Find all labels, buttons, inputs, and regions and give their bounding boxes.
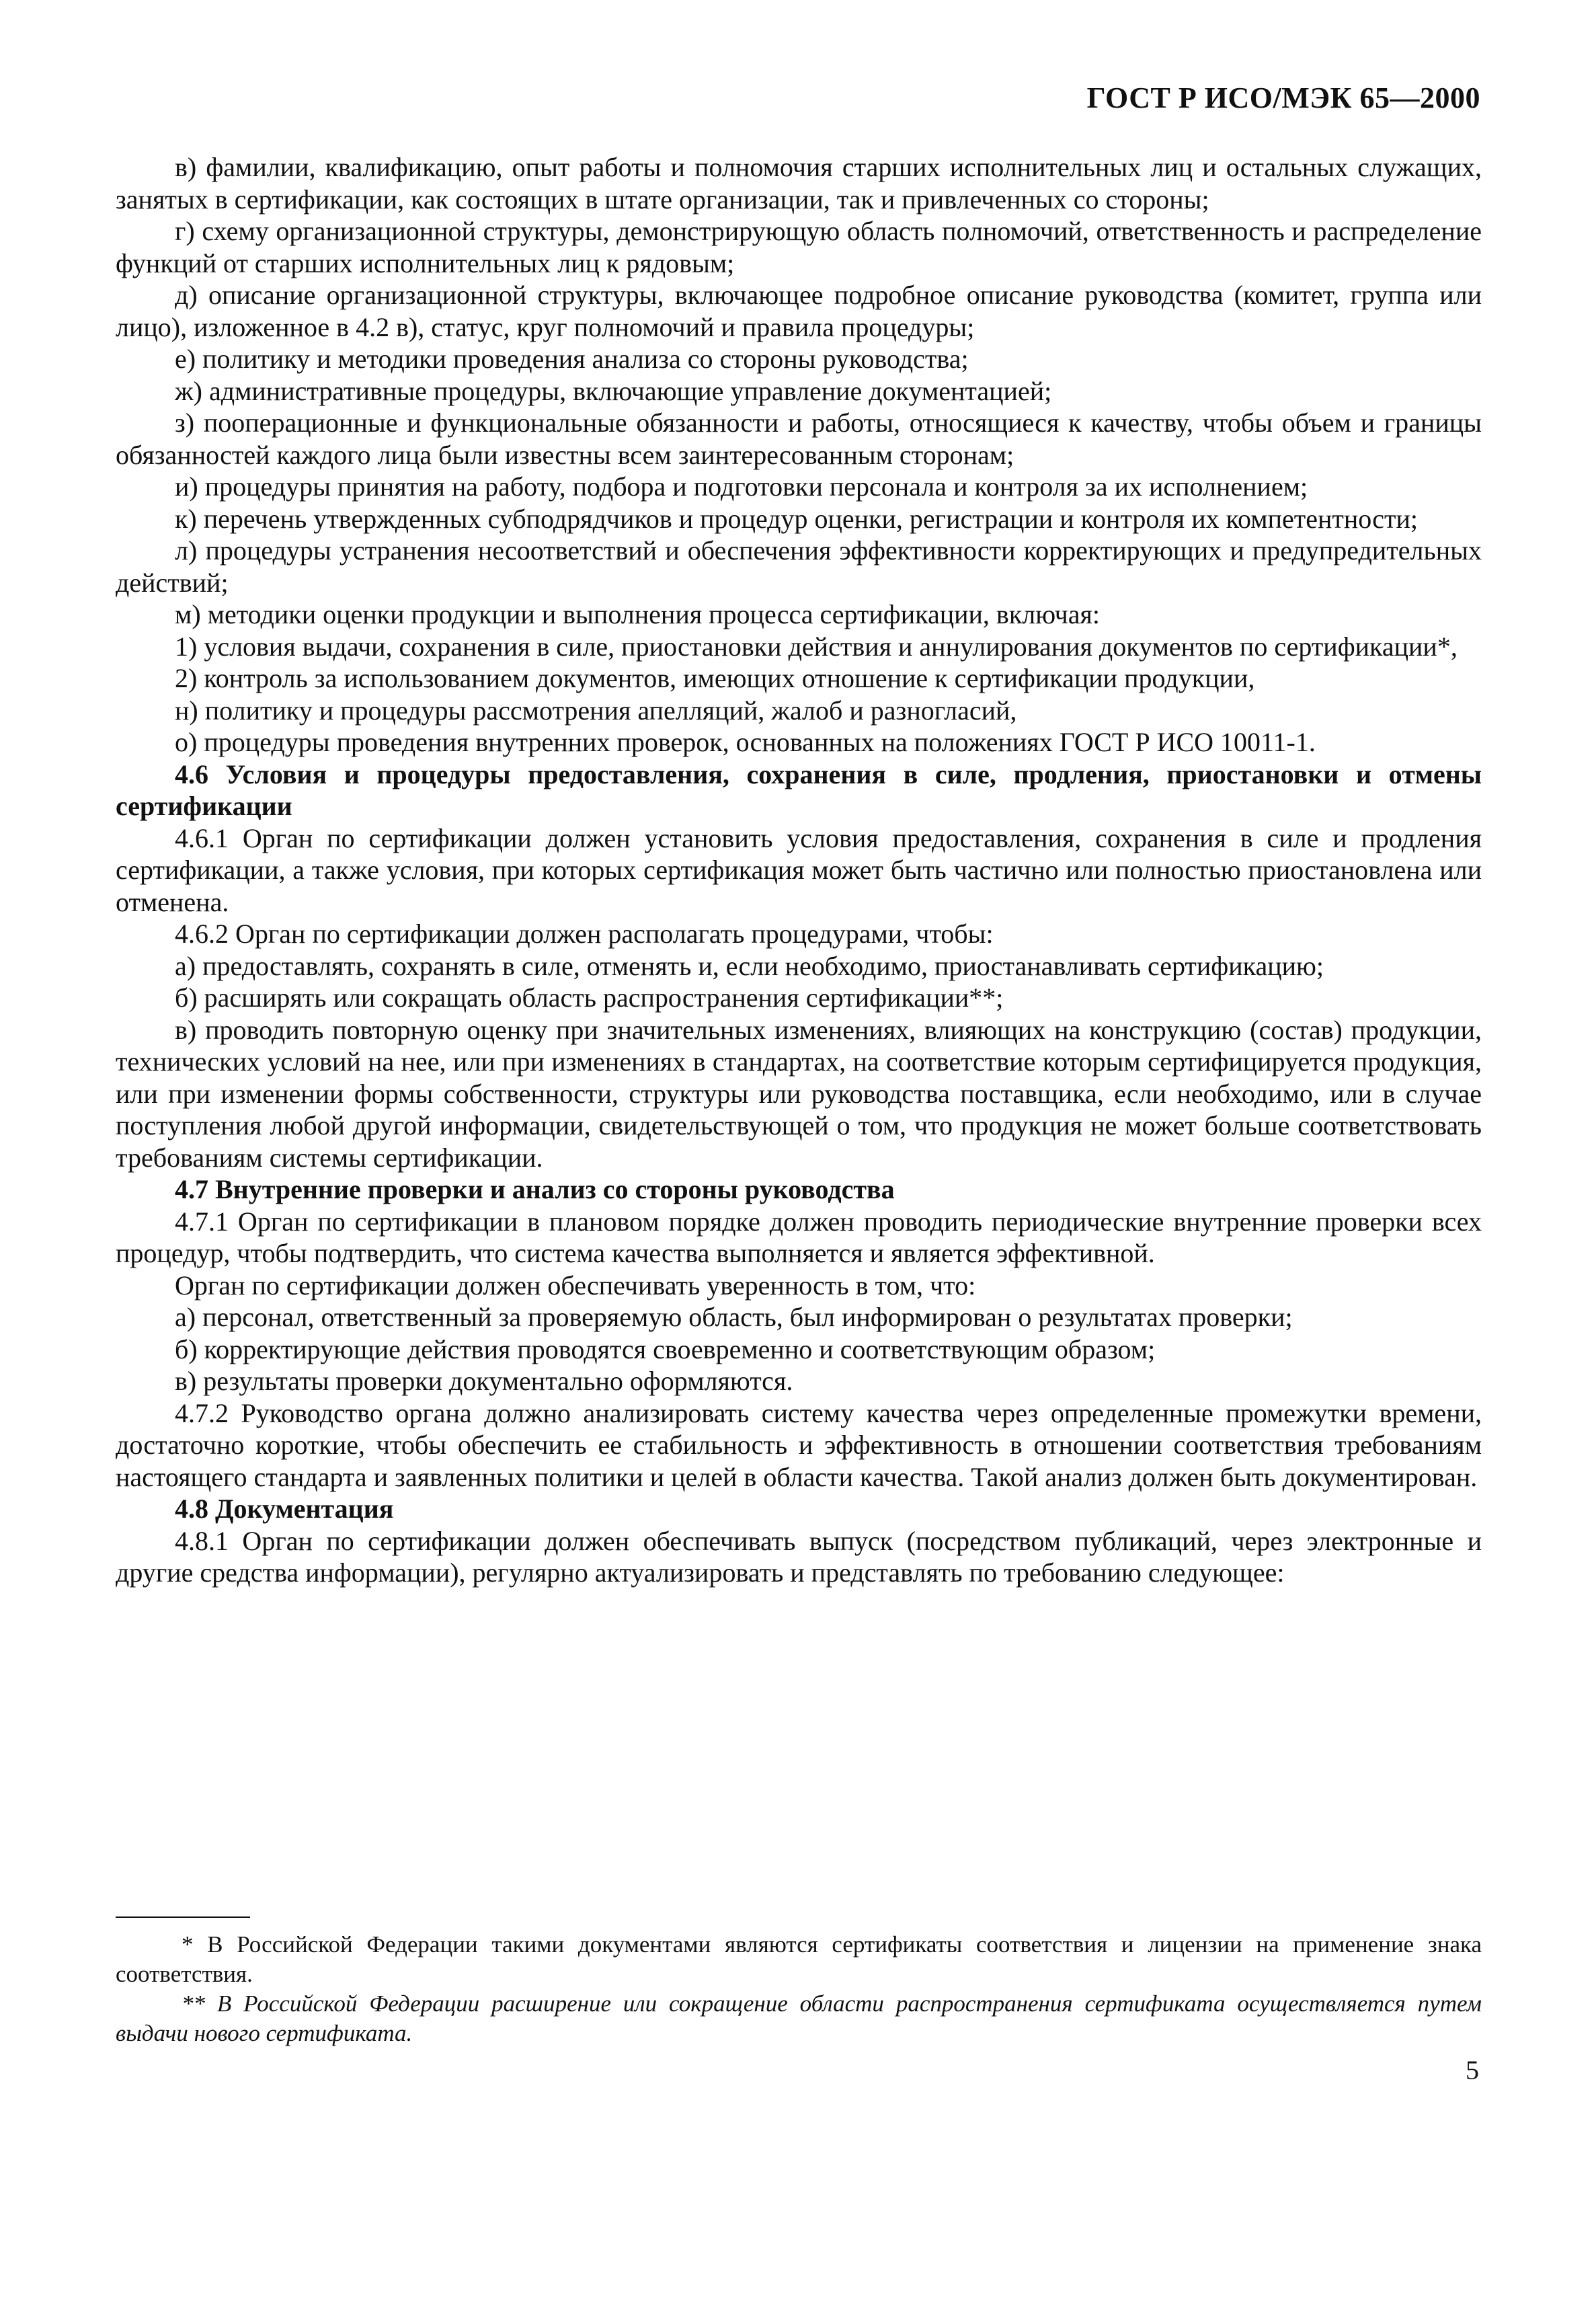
- paragraph: д) описание организационной структуры, включающее подробное описание руководства (комитет, группа или лицо), изложенное в 4.2 в), статус, круг полномочий и правила процедуры;: [116, 280, 1482, 342]
- paragraph: з) пооперационные и функциональные обязанности и работы, относящиеся к качеству, чтобы объем и границы обязанностей каждого лица были известны всем заинтересованным сторонам;: [116, 408, 1482, 470]
- paragraph: в) результаты проверки документально оформляются.: [175, 1366, 793, 1396]
- paragraph: 1) условия выдачи, сохранения в силе, приостановки действия и аннулирования документов по сертификации*,: [175, 631, 1458, 662]
- document-header: ГОСТ Р ИСО/МЭК 65—2000: [1086, 81, 1480, 114]
- footnote-divider: [116, 1916, 250, 1918]
- paragraph: б) корректирующие действия проводятся своевременно и соответствующим образом;: [175, 1333, 1156, 1364]
- page-number: 5: [1466, 2055, 1479, 2085]
- section-heading-4-6: 4.6 Условия и процедуры предоставления, сохранения в силе, продления, приостановки и отмены сертификации: [116, 759, 1482, 821]
- paragraph: в) проводить повторную оценку при значительных изменениях, влияющих на конструкцию (состав) продукции, технических условий на нее, или при изменениях в стандартах, на соответствие которым сертифицируется продукция, или при изменении формы собственности, структуры или руководства поставщика, если необходимо, или в случае поступления любой другой информации, свидетельствующей о том, что продукция не может больше соответствовать требованиям системы сертификации.: [116, 1014, 1482, 1173]
- paragraph: 4.6.2 Орган по сертификации должен располагать процедурами, чтобы:: [175, 919, 994, 949]
- main-text: [116, 151, 1482, 1589]
- paragraph: а) предоставлять, сохранять в силе, отменять и, если необходимо, приостанавливать сертификацию;: [175, 950, 1324, 981]
- footnote: * В Российской Федерации такими документами являются сертификаты соответствия и лицензии на применение знака соответствия.: [116, 1931, 1482, 1987]
- paragraph: 4.6.1 Орган по сертификации должен установить условия предоставления, сохранения в силе и продления сертификации, а также условия, при которых сертификация может быть частично или полностью приостановлена или отменена.: [116, 822, 1482, 917]
- paragraph: в) фамилии, квалификацию, опыт работы и полномочия старших исполнительных лиц и остальных служащих, занятых в сертификации, как состоящих в штате организации, так и привлеченных со стороны;: [116, 152, 1482, 215]
- section-heading-4-7: 4.7 Внутренние проверки и анализ со стороны руководства: [175, 1174, 895, 1204]
- paragraph: н) политику и процедуры рассмотрения апелляций, жалоб и разногласий,: [175, 695, 1017, 726]
- paragraph: м) методики оценки продукции и выполнения процесса сертификации, включая:: [175, 599, 1100, 629]
- paragraph: а) персонал, ответственный за проверяемую область, был информирован о результатах проверки;: [175, 1302, 1293, 1332]
- paragraph: 2) контроль за использованием документов, имеющих отношение к сертификации продукции,: [175, 663, 1255, 693]
- paragraph: Орган по сертификации должен обеспечивать уверенность в том, что:: [175, 1270, 976, 1301]
- paragraph: г) схему организационной структуры, демонстрирующую область полномочий, ответственность и распределение функций от старших исполнительных лиц к рядовым;: [116, 216, 1482, 278]
- paragraph: б) расширять или сокращать область распространения сертификации**;: [175, 982, 1004, 1013]
- footnotes: [116, 1930, 1482, 2048]
- footnote: ** В Российской Федерации расширение или сокращение области распространения сертификата осуществляется путем выдачи нового сертификата.: [116, 1990, 1482, 2046]
- paragraph: л) процедуры устранения несоответствий и обеспечения эффективности корректирующих и предупредительных действий;: [116, 535, 1482, 598]
- paragraph: ж) административные процедуры, включающие управление документацией;: [175, 375, 1052, 406]
- paragraph: 4.7.1 Орган по сертификации в плановом порядке должен проводить периодические внутренние проверки всех процедур, чтобы подтвердить, что система качества выполняется и является эффективной.: [116, 1206, 1482, 1268]
- paragraph: о) процедуры проведения внутренних проверок, основанных на положениях ГОСТ Р ИСО 10011-1.: [175, 727, 1316, 757]
- section-heading-4-8: 4.8 Документация: [175, 1494, 394, 1524]
- paragraph: и) процедуры принятия на работу, подбора и подготовки персонала и контроля за их исполнением;: [175, 471, 1308, 502]
- paragraph: 4.7.2 Руководство органа должно анализировать систему качества через определенные промежутки времени, достаточно короткие, чтобы обеспечить ее стабильность и эффективность в отношении соответствия требованиям настоящего стандарта и заявленных политики и целей в области качества. Такой анализ должен быть документирован.: [116, 1397, 1482, 1492]
- paragraph: е) политику и методики проведения анализа со стороны руководства;: [175, 344, 969, 374]
- paragraph: 4.8.1 Орган по сертификации должен обеспечивать выпуск (посредством публикаций, через электронные и другие средства информации), регулярно актуализировать и представлять по требованию следующее:: [116, 1525, 1482, 1588]
- paragraph: к) перечень утвержденных субподрядчиков и процедур оценки, регистрации и контроля их компетентности;: [175, 503, 1419, 534]
